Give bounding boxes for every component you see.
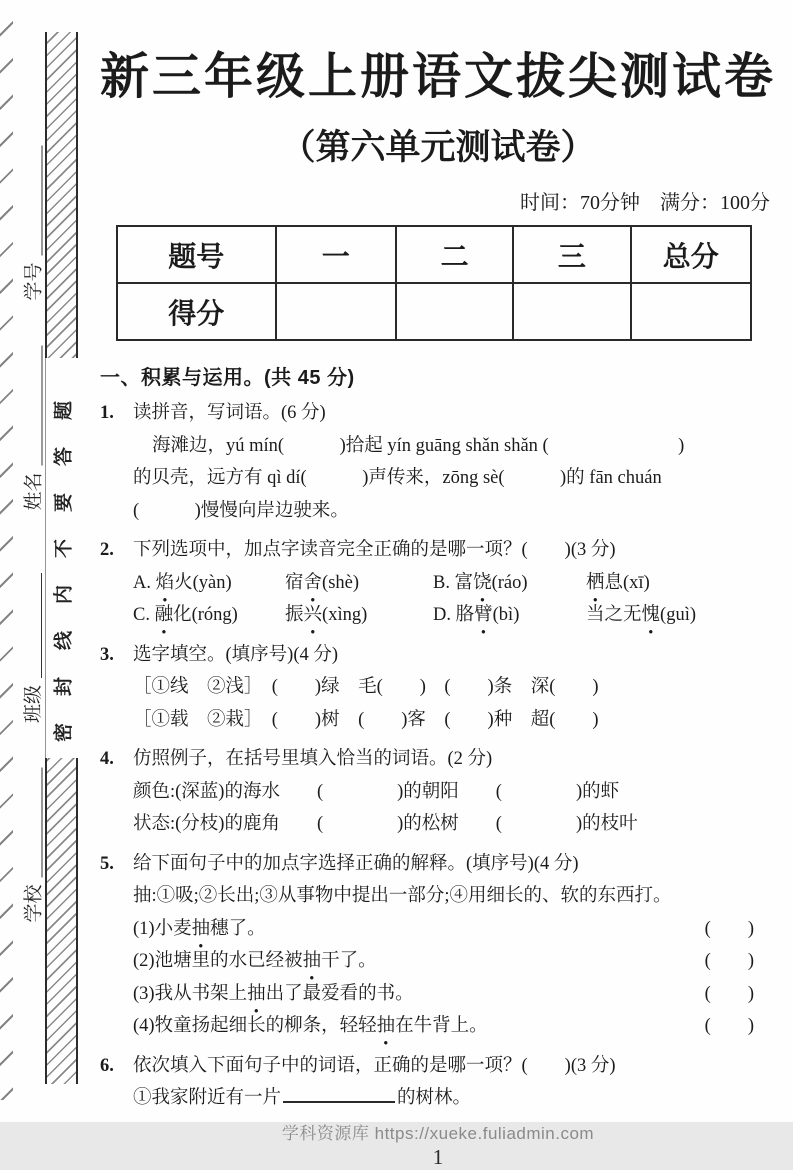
option-a2: 宿舍(shè)	[285, 572, 360, 593]
class-blank-line	[41, 573, 42, 678]
score-table-header-cell: 总分	[631, 226, 751, 283]
question-stem-text: 依次填入下面句子中的词语，正确的是哪一项？( )(3 分)	[133, 1055, 616, 1076]
question-stem-text: 读拼音，写词语。(6 分)	[133, 403, 326, 423]
score-table-score-row	[117, 283, 751, 340]
watermark-text: 学科资源库 https://xueke.fuliadmin.com	[281, 1123, 595, 1143]
school-label: 学校	[23, 884, 45, 923]
score-cell	[396, 283, 513, 340]
option-a1: A. 焰火(yàn)	[133, 572, 232, 593]
question-1-line: ( )慢慢向岸边驶来。	[133, 500, 349, 521]
answer-bracket: ( )	[704, 918, 754, 939]
question-2-options	[100, 567, 776, 632]
question-1	[100, 397, 776, 527]
question-number: 4.	[100, 749, 114, 769]
option-d1: D. 胳臂(bì)	[433, 605, 520, 625]
item-text: (1)小麦抽穗了。	[133, 918, 266, 939]
item-text: (4)牧童扬起细长的柳条，轻轻抽在牛背上。	[133, 1016, 488, 1036]
question-3-line: ［①载 ②栽］ ( )树 ( )客 ( )种 超( )	[133, 709, 599, 730]
score-table-header-cell: 三	[513, 226, 630, 283]
class-label: 班级	[23, 684, 44, 723]
section-1-title: 一、积累与运用。(共 45 分)	[100, 367, 355, 389]
question-2-stem	[100, 534, 776, 567]
question-2	[100, 534, 776, 632]
question-5-stem	[100, 848, 776, 881]
question-stem-text: 仿照例子，在括号里填入恰当的词语。(2 分)	[133, 749, 493, 769]
score-cell	[513, 283, 630, 340]
seal-line-text: 密封线内不要答题	[45, 358, 78, 758]
score-row-label: 得分	[117, 283, 276, 340]
option-c1: C. 融化(róng)	[133, 605, 238, 625]
score-table-header-row	[117, 226, 751, 283]
question-number: 6.	[100, 1055, 114, 1076]
fill-in-blank-line	[283, 1085, 395, 1104]
question-6	[100, 1050, 776, 1115]
option-b1: B. 富饶(ráo)	[433, 572, 528, 593]
question-1-line: 海滩边，yú mín( )拾起 yín guāng shǎn shǎn ( )	[152, 435, 685, 456]
answer-bracket: ( )	[704, 951, 754, 971]
question-4	[100, 743, 776, 841]
question-number: 3.	[100, 644, 114, 665]
seal-line-strip	[45, 32, 78, 1084]
school-blank-line	[42, 768, 43, 878]
paper-content	[100, 0, 776, 1170]
score-cell	[276, 283, 396, 340]
scanned-edge-hatch	[0, 0, 13, 1100]
option-d2: 当之无愧(guì)	[586, 605, 696, 625]
question-stem-text: 给下面句子中的加点字选择正确的解释。(填序号)(4 分)	[133, 853, 579, 874]
question-4-line: 状态:(分枝)的鹿角 ( )的松树 ( )的枝叶	[133, 814, 638, 834]
score-table-header-cell: 二	[396, 226, 513, 283]
question-number: 2.	[100, 540, 114, 560]
student-id-field	[20, 146, 46, 301]
paper-title: 新三年级上册语文拔尖测试卷	[100, 49, 777, 104]
question-1-line: 的贝壳，远方有 qì dí( )声传来，zōng sè( )的 fān chuán	[133, 468, 662, 488]
question-5-item	[100, 1010, 776, 1043]
question-6-stem	[100, 1050, 776, 1083]
question-1-stem	[100, 397, 776, 430]
question-5-item	[100, 978, 776, 1011]
question-stem-text: 选字填空。(填序号)(4 分)	[133, 644, 339, 665]
question-3-stem	[100, 639, 776, 672]
question-3-line: ［①线 ②浅］ ( )绿 毛( ) ( )条 深( )	[133, 677, 599, 697]
question-5	[100, 848, 776, 1043]
time-score-info: 时间：70分钟 满分：100分	[520, 192, 770, 214]
name-blank-line	[42, 346, 43, 466]
question-5-item	[100, 913, 776, 946]
score-cell	[631, 283, 751, 340]
sentence-suffix: 的树林。	[397, 1088, 472, 1108]
item-text: (3)我从书架上抽出了最爱看的书。	[133, 983, 414, 1004]
answer-bracket: ( )	[704, 1016, 754, 1036]
answer-bracket: ( )	[704, 983, 754, 1004]
score-table-header-cell: 题号	[117, 226, 276, 283]
page-number: 1	[432, 1144, 444, 1169]
question-3	[100, 639, 776, 737]
question-number: 5.	[100, 853, 114, 874]
item-text: (2)池塘里的水已经被抽干了。	[133, 951, 377, 971]
question-number: 1.	[100, 403, 114, 423]
name-label: 姓名	[23, 472, 45, 511]
option-c2: 振兴(xìng)	[285, 605, 368, 625]
score-table-header-cell: 一	[276, 226, 396, 283]
option-b2: 栖息(xī)	[586, 572, 650, 593]
question-4-line: 颜色:(深蓝)的海水 ( )的朝阳 ( )的虾	[133, 781, 620, 802]
class-field	[19, 573, 45, 723]
score-table	[116, 225, 752, 341]
question-5-definition: 抽:①吸;②长出;③从事物中提出一部分;④用细长的、软的东西打。	[133, 886, 672, 906]
name-field	[20, 346, 46, 511]
student-id-blank-line	[42, 146, 43, 256]
student-id-label: 学号	[23, 262, 45, 301]
school-field	[20, 768, 46, 923]
paper-subtitle: （第六单元测试卷）	[280, 128, 596, 167]
question-6-line	[100, 1082, 776, 1115]
sentence-prefix: ①我家附近有一片	[133, 1088, 282, 1108]
question-stem-text: 下列选项中，加点字读音完全正确的是哪一项？( )(3 分)	[133, 540, 616, 560]
question-4-stem	[100, 743, 776, 776]
page-footer	[100, 1119, 776, 1170]
